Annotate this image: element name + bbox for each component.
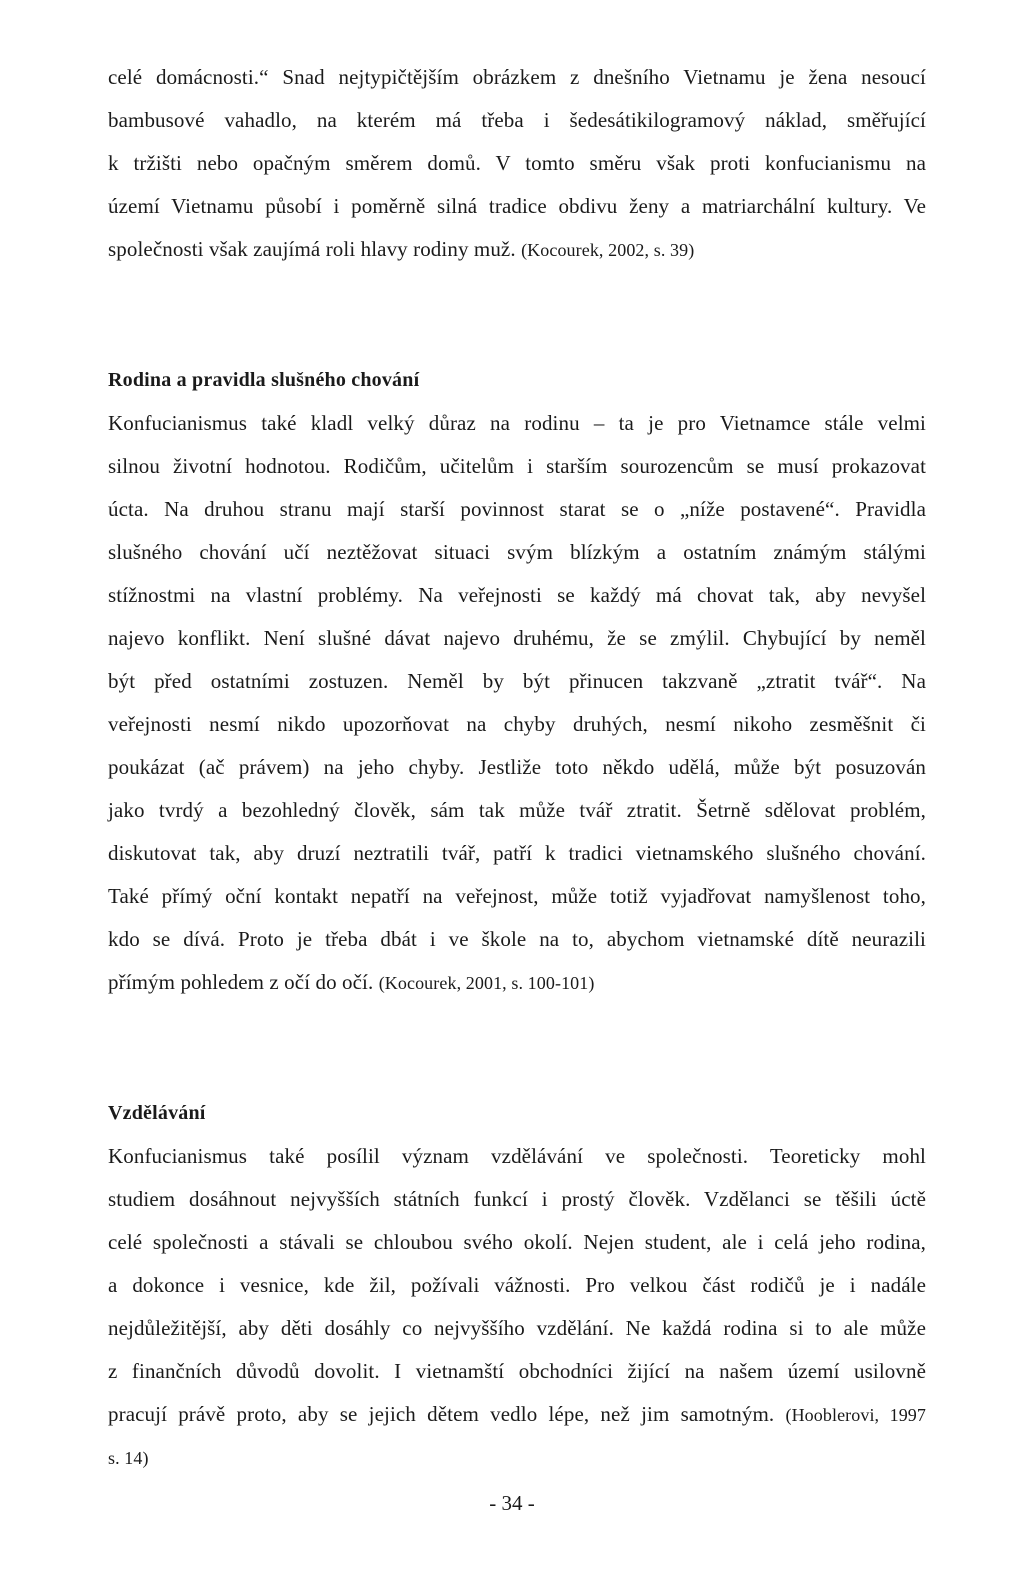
- text-line: studiem dosáhnout nejvyšších státních funkcí i prostý člověk. Vzdělanci se těšili úctě: [108, 1187, 926, 1211]
- family-paragraph: [108, 402, 926, 1004]
- text-line: celé domácnosti.“ Snad nejtypičtějším obrázkem z dnešního Vietnamu je žena nesoucí: [108, 65, 926, 89]
- text-line: kdo se dívá. Proto je třeba dbát i ve škole na to, abychom vietnamské dítě neurazili: [108, 927, 926, 951]
- text-line: slušného chování učí neztěžovat situaci svým blízkým a ostatním známým stálými: [108, 540, 926, 564]
- text-line: veřejnosti nesmí nikdo upozorňovat na chyby druhých, nesmí nikoho zesměšnit či: [108, 712, 926, 736]
- text-line: nejdůležitější, aby děti dosáhly co nejvyššího vzdělání. Ne každá rodina si to ale může: [108, 1316, 926, 1340]
- page-number: - 34 -: [489, 1491, 535, 1515]
- text-line: k tržišti nebo opačným směrem domů. V tomto směru však proti konfucianismu na: [108, 151, 926, 175]
- document-page: [108, 56, 926, 1479]
- text-line: Také přímý oční kontakt nepatří na veřejnost, může totiž vyjadřovat namyšlenost toho,: [108, 884, 926, 908]
- text-line: [108, 1436, 926, 1479]
- text-line: jako tvrdý a bezohledný člověk, sám tak může tvář ztratit. Šetrně sdělovat problém,: [108, 798, 926, 822]
- spacer: [108, 271, 926, 359]
- text-line: [108, 228, 926, 271]
- text-line: [108, 961, 926, 1004]
- text-line: a dokonce i vesnice, kde žil, požívali vážnosti. Pro velkou část rodičů je i nadále: [108, 1273, 926, 1297]
- text-line: poukázat (ač právem) na jeho chyby. Jestliže toto někdo udělá, může být posuzován: [108, 755, 926, 779]
- citation: (Kocourek, 2002, s. 39): [521, 240, 695, 260]
- text-line: diskutovat tak, aby druzí neztratili tvář, patří k tradici vietnamského slušného chování.: [108, 841, 926, 865]
- spacer: [108, 1004, 926, 1092]
- education-paragraph: [108, 1135, 926, 1479]
- text-line: bambusové vahadlo, na kterém má třeba i šedesátikilogramový náklad, směřující: [108, 108, 926, 132]
- text-line: úcta. Na druhou stranu mají starší povinnost starat se o „níže postavené“. Pravidla: [108, 497, 926, 521]
- text-line: území Vietnamu působí i poměrně silná tradice obdivu ženy a matriarchální kultury. Ve: [108, 194, 926, 218]
- citation: (Hooblerovi, 1997: [785, 1405, 927, 1425]
- text-line: [108, 1393, 926, 1436]
- section-heading: Vzdělávání: [108, 1102, 206, 1124]
- text-line: najevo konflikt. Není slušné dávat najevo druhému, že se zmýlil. Chybující by neměl: [108, 626, 926, 650]
- text-line: být před ostatními zostuzen. Neměl by být přinucen takzvaně „ztratit tvář“. Na: [108, 669, 926, 693]
- text-line: Konfucianismus také kladl velký důraz na rodinu – ta je pro Vietnamce stále velmi: [108, 411, 926, 435]
- text-line: silnou životní hodnotou. Rodičům, učitelům i starším sourozencům se musí prokazovat: [108, 454, 926, 478]
- text-line: z finančních důvodů dovolit. I vietnamští obchodníci žijící na našem území usilovně: [108, 1359, 926, 1383]
- section-heading: Rodina a pravidla slušného chování: [108, 369, 420, 391]
- citation: (Kocourek, 2001, s. 100-101): [378, 973, 595, 993]
- intro-paragraph: [108, 56, 926, 271]
- text-segment: pracují právě proto, aby se jejich dětem vedlo lépe, než jim samotným.: [108, 1402, 775, 1426]
- text-segment: společnosti však zaujímá roli hlavy rodiny muž.: [108, 237, 516, 261]
- text-line: stížnostmi na vlastní problémy. Na veřejnosti se každý má chovat tak, aby nevyšel: [108, 583, 926, 607]
- citation-continuation: s. 14): [108, 1448, 149, 1468]
- text-line: Konfucianismus také posílil význam vzdělávání ve společnosti. Teoreticky mohl: [108, 1144, 926, 1168]
- text-line: celé společnosti a stávali se chloubou svého okolí. Nejen student, ale i celá jeho rodina,: [108, 1230, 926, 1254]
- text-segment: přímým pohledem z očí do očí.: [108, 970, 374, 994]
